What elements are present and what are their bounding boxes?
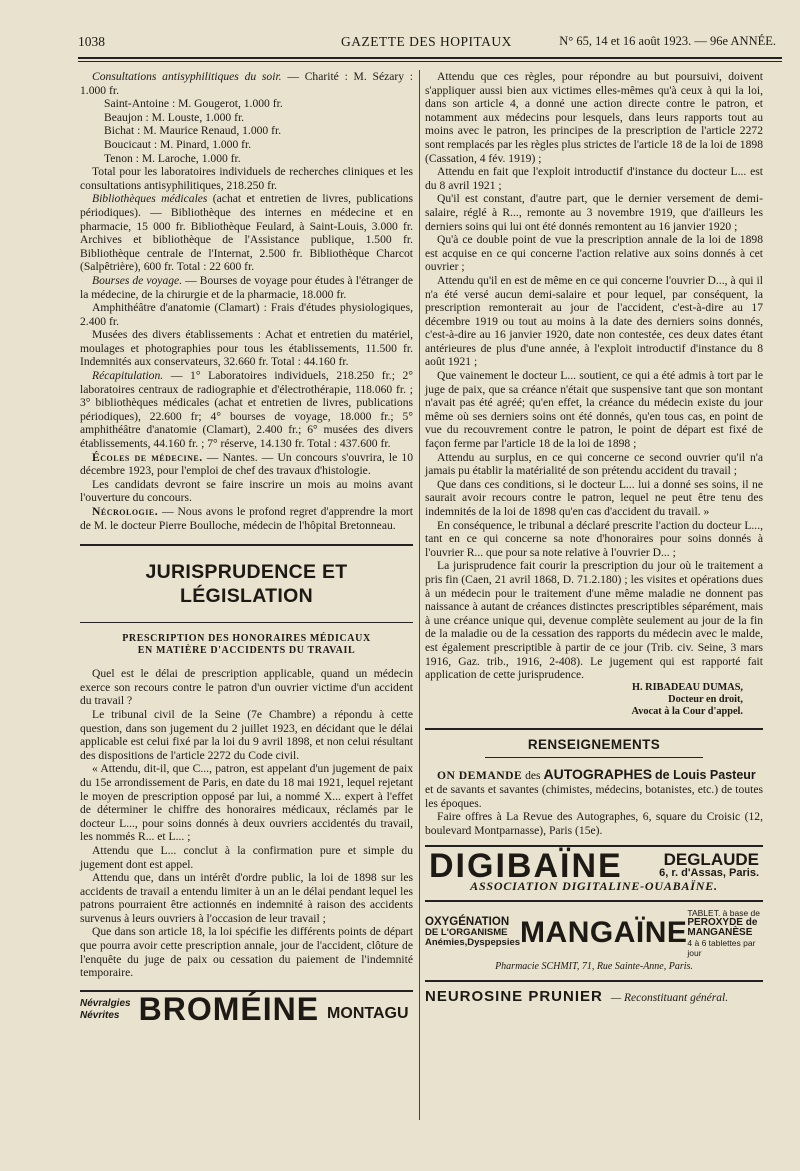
paragraph: Que dans ces conditions, si le docteur L... lui a donné ses soins, il ne saurait avoir recours contre le patron, lequel ne peut être tenu des indemnités de la loi de 1898 qu'en cas d'accident du travail. » — [425, 477, 763, 518]
list-line: Boucicaut : M. Pinard, 1.000 fr. — [104, 137, 252, 151]
ad-pharmacy: Pharmacie SCHMIT, 71, Rue Sainte-Anne, Paris. — [495, 961, 693, 973]
paragraph: « Attendu, dit-il, que C..., patron, est appelant d'un jugement de paix du 15e arrondissement de Paris, en date du 18 mai 1921, lequel rejetant le moyen de prescription opposé par lui, a nommé X... expert à l'effet de déterminer le chiffre des honoraires médicaux, réclamés par le docteur L..., pour soins donnés à deux ouvriers accidentés du travail, les nommés R... et L... ; — [80, 762, 413, 844]
paragraph: Nécrologie. — Nous avons le profond regret d'apprendre la mort de M. le docteur Pierre Boulloche, médecin de l'hôpital Bretonneau. — [80, 505, 413, 532]
paragraph: Amphithéâtre d'anatomie (Clamart) : Frais d'études physiologiques, 2.400 fr. — [80, 301, 413, 328]
bromeine-ad — [80, 991, 413, 1028]
paragraph: Écoles de médecine. — Nantes. — Un concours s'ouvrira, le 10 décembre 1923, pour l'emploi de chef des travaux d'histologie. — [80, 450, 413, 478]
ad-rule — [425, 980, 763, 982]
section-title: RENSEIGNEMENTS — [527, 736, 661, 752]
paragraph: La jurisprudence fait courir la prescription du jour où le traitement a pris fin (Caen, 21 avril 1868, D. 71.2.180) ; les visites et opérations dues à un médecin pour le traitement d'une même maladie ne donnent pas naissance à autant de créances distinctes prescriptibles séparément, mais à une créance unique qui, devenue complète seulement au jour de la fin de la maladie ou de la cessation des rapports du médecin avec le malde, est également prescriptible à partir de ce jour (Trib. civ. Seine, 3 mars 1916, Gaz. trib., 1916, 2-408). Le jugement qui est rapporté fait application de cette jurisprudence. — [425, 559, 763, 682]
paragraph: Qu'à ce double point de vue la prescription annale de la loi de 1898 est acquise en ce qui concerne l'action relative aux soins donnés à cet ouvrier ; — [425, 233, 763, 274]
ad-tagline: — Reconstituant général. — [610, 991, 729, 1004]
left-column — [80, 70, 414, 1028]
page-number: 1038 — [78, 34, 105, 49]
issue-info: N° 65, 14 et 16 août 1923. — 96e ANNÉE. — [559, 34, 776, 48]
ad-brand: MONTAGU — [327, 1005, 409, 1023]
paragraph: Total pour les laboratoires individuels de recherches cliniques et les consultations antisyphilitiques, 218.250 fr. — [80, 165, 413, 192]
paragraph: Bourses de voyage. — Bourses de voyage pour études à l'étranger de la médecine, de la chirurgie et de la pharmacie, 18.000 fr. — [80, 273, 413, 301]
ad-product: MANGAÏNE — [520, 916, 688, 950]
ad-rule — [425, 900, 763, 902]
list-line: Beaujon : M. Louste, 1.000 fr. — [104, 110, 245, 124]
paragraph: Qu'il est constant, d'autre part, que le dernier versement de demi-salaire, réglé à R..., remonte au 3 novembre 1919, que d'ailleurs les derniers soins qui lui ont été donnés remontent au 16 janvier 1920 ; — [425, 192, 763, 233]
ad-indications: OXYGÉNATION DE L'ORGANISME Anémies,Dyspepsies — [425, 916, 521, 949]
mangaine-ad — [425, 906, 763, 960]
page-header — [78, 34, 786, 54]
list-line: Saint-Antoine : M. Gougerot, 1.000 fr. — [104, 97, 283, 111]
journal-title: GAZETTE DES HOPITAUX — [341, 34, 512, 49]
section-title: JURISPRUDENCE ET LÉGISLATION — [145, 561, 348, 608]
paragraph: Consultations antisyphilitiques du soir. — Charité : M. Sézary : 1.000 fr. — [80, 70, 414, 97]
ad-brand-block — [659, 850, 759, 880]
ad-association: ASSOCIATION DIGITALINE-OUABAÏNE. — [470, 879, 718, 894]
ad-paragraph: et de savants et savantes (chimistes, médecins, botanistes, etc.) de toutes les époques. — [425, 782, 763, 810]
signature: H. RIBADEAU DUMAS, Docteur en droit, Avocat à la Cour d'appel. — [631, 681, 743, 717]
list-line: Bichat : M. Maurice Renaud, 1.000 fr. — [104, 124, 282, 138]
paragraph: Attendu au surplus, en ce qui concerne ce second ouvrier qu'il n'a jamais pu établir la matérialité de son prétendu accident du travail ; — [425, 450, 763, 478]
paragraph: Les candidats devront se faire inscrire un mois au moins avant l'ouverture du concours. — [80, 477, 413, 505]
paragraph: Attendu qu'il en est de même en ce qui concerne l'ouvrier D..., à qui il n'a été versé aucun demi-salaire et pour lequel, par conséquent, la prescription remonterait au jour de l'accident, c'est-à-dire au 17 décembre 1919 ou tout au moins à la date des derniers soins donnés, c'est-à-dire au 16 janvier 1920, date non contestée, ces deux dates étant antérieures de plus d'une année, à l'exploit introductif d'instance du 8 août 1921 ; — [425, 273, 763, 369]
column-separator — [419, 70, 420, 1120]
list-line: Tenon : M. Laroche, 1.000 fr. — [104, 151, 241, 165]
section-box — [80, 544, 413, 623]
ad-product: BROMÉINE — [138, 991, 320, 1028]
ad-brand: DEGLAUDE — [663, 850, 759, 870]
paragraph: Attendu que L... conclut à la confirmation pure et simple du jugement dont est appel. — [80, 843, 413, 871]
paragraph: Que vainement le docteur L... soutient, ce qui a été admis à tort par le juge de paix, que sa créance n'était que suspensive tant que son montant n'avait pas été agréé; qu'en effet, la créance du médecin existe du jour même où ses derniers soins ont été donnés, qu'en tous cas, en point de vue du recouvrement contre le patron, le point de départ est fixé de façon ferme par l'article 18 de la loi de 1898 ; — [425, 369, 763, 451]
ad-paragraph: ON DEMANDE des AUTOGRAPHES de Louis Pasteur — [437, 766, 756, 783]
ad-product: DIGIBAÏNE — [429, 847, 623, 886]
header-rule — [78, 57, 782, 59]
paragraph: Que dans son article 18, la loi spécifie les différents points de départ que pourra avoir cette prescription annale, jour de l'accident, clôture de l'enquête du juge de paix ou cessation du paiement de l'indemnité temporaire. — [80, 925, 413, 980]
ad-address: 6, r. d'Assas, Paris. — [659, 866, 759, 879]
paragraph: Quel est le délai de prescription applicable, quand un médecin exerce son recours contre le patron d'un ouvrier victime d'un accident du travail ? — [80, 667, 413, 708]
paragraph: Musées des divers établissements : Achat et entretien du matériel, moulages et photographies pour tous les établissements, 11.500 fr. Indemnités aux conservateurs, 32.660 fr. Total : 44.160 fr. — [80, 328, 413, 369]
section-underline — [485, 757, 703, 758]
header-rule-thin — [78, 61, 782, 62]
paragraph: Attendu en fait que l'exploit introductif d'instance du docteur L... est du 8 avril 1921 ; — [425, 165, 763, 192]
paragraph: Attendu que, dans un intérêt d'ordre public, la loi de 1898 sur les accidents de travail a entendu limiter à un an le délai pendant lequel les patrons pourraient être actionnés en indemnité à raison des accidents survenus à leurs ouvriers à l'occasion de leur travail ; — [80, 871, 413, 925]
section-rule — [425, 728, 763, 730]
right-column — [425, 70, 763, 1005]
ad-indications: Névralgies Névrites — [80, 997, 131, 1021]
paragraph: En conséquence, le tribunal a déclaré prescrite l'action du docteur L..., tant en ce qui concerne sa note d'honoraires pour soins donnés à l'ouvrier R... que pour sa note relative à l'ouvrier D... ; — [425, 518, 763, 559]
ad-details: TABLET. à base de PEROXYDE de MANGANÈSE 4 à 6 tablettes par jour — [687, 908, 760, 959]
digibaine-ad — [425, 847, 763, 886]
paragraph: Bibliothèques médicales (achat et entretien de livres, publications périodiques). — Bibliothèque des internes en médecine et en pharmacie, 15 000 fr. Bibliothèque Feulard, à Saint-Louis, 3.000 fr. Archives et bibliothèque de l'Assistance publique, 1.500 fr. Bibliothèque centrale de l'Internat, 2.500 fr. Bibliothèque Charcot (Salpêtrière), 600 fr. Total : 22 600 fr. — [80, 192, 413, 274]
article-heading: PRESCRIPTION DES HONORAIRES MÉDICAUX EN MATIÈRE D'ACCIDENTS DU TRAVAIL — [122, 633, 371, 657]
ad-product: NEUROSINE PRUNIER — [425, 987, 603, 1005]
paragraph: Attendu que ces règles, pour répondre au but poursuivi, doivent s'appliquer aussi bien aux victimes elles-mêmes qu'à ceux à qui la loi, dans son article 4, a donné une action directe contre le patron, et notamment aux médecins pour lesquels, dans leurs rapports tout au moins avec le patron, les principes de la prescription de l'article 2272 sont remplacés par les règles plus strictes de l'article 18 de la loi de 1898 (Cassation, 4 fév. 1919) ; — [425, 70, 763, 165]
ad-paragraph: Faire offres à La Revue des Autographes, 6, square du Croisic (12, boulevard Montparnasse), Paris (15e). — [425, 810, 763, 837]
paragraph: Récapitulation. — 1° Laboratoires individuels, 218.250 fr.; 2° laboratoires centraux de radiographie et d'électrothérapie, 118.060 fr. ; 3° bibliothèques médicales (achat et entretien de livres, publications périodiques), 22.600 fr; 4° bourses de voyage, 18.000 fr.; 5° amphithéâtre d'anatomie (Clamart), 2.400 fr.; 6° musées des divers établissements, 44.160 fr. ; 7° réserve, 14.130 fr. Total : 437.600 fr. — [80, 369, 413, 451]
neurosine-ad — [425, 986, 763, 1006]
paragraph: Le tribunal civil de la Seine (7e Chambre) a répondu à cette question, dans son jugement du 2 juillet 1923, en décidant que le délai applicable est celui fixé par la loi du 9 avril 1898, et non celui résultant des dispositions de l'article 2272 du Code civil. — [80, 707, 413, 762]
